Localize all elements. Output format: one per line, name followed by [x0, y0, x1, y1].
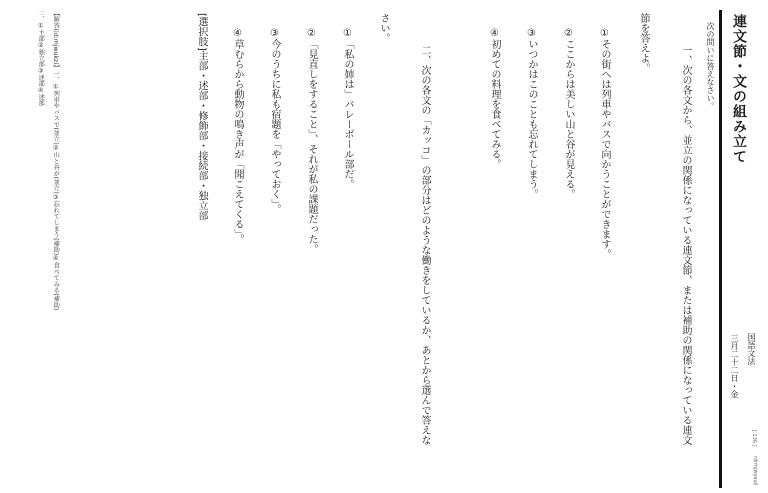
worksheet-title: 連文節・文の組み立て [731, 14, 747, 164]
q2-item-1: ①「私の姉は」バレーボール部だ。 [342, 28, 353, 189]
answer-key-line2: 二、①主部②独立部③述部④述部 [37, 10, 45, 107]
date-label: 三月二十二日・金 [730, 334, 739, 398]
q1-item-3: ③いつかはこのことも忘れてしまう。 [526, 28, 537, 199]
q2-item-4: ④草むらから動物の鳴き声が「聞こえてくる」。 [232, 28, 243, 244]
q1-prompt-line2: 節を答えよ。 [638, 13, 649, 73]
page-number: [ 136 ] [751, 430, 757, 447]
answer-key-line1: 【解答(id:mjwukz)】一、①列車やバスで(並立)②山と谷が(並立)③忘れてしまう(補助)④食べてみる(補助) [52, 10, 60, 311]
title-rule [719, 10, 722, 488]
subject-label: 国語文法 [747, 333, 756, 365]
q1-item-2: ②ここからは美しい山と谷が見える。 [563, 28, 574, 199]
q1-item-4: ④初めての料理を食べてみる。 [489, 28, 500, 169]
q1-prompt-line1: 一、次の各文から、並立の関係になっている連文節、または補助の関係になっている連文 [680, 45, 691, 445]
q1-item-1: ①その街へは列車やバスで向かうことができます。 [599, 28, 610, 259]
q2-prompt-line2: さい。 [378, 13, 389, 43]
choices-list: [選択肢]主部・述部・修飾部・接続部・独立部 [196, 13, 207, 221]
instruction-text: 次の問いに答えなさい。 [706, 22, 715, 110]
q2-item-2: ②「見直しをすること」、それが私の課題だった。 [306, 28, 317, 254]
footer-code: rdrmjwyaujl [752, 456, 758, 486]
q2-item-3: ③今のうちに私も宿題を「やっておく」。 [269, 28, 280, 214]
q2-prompt-line1: 二、次の各文の「カッコ」の部分はどのような働きをしているか、あとから選んで答えな [419, 45, 430, 445]
